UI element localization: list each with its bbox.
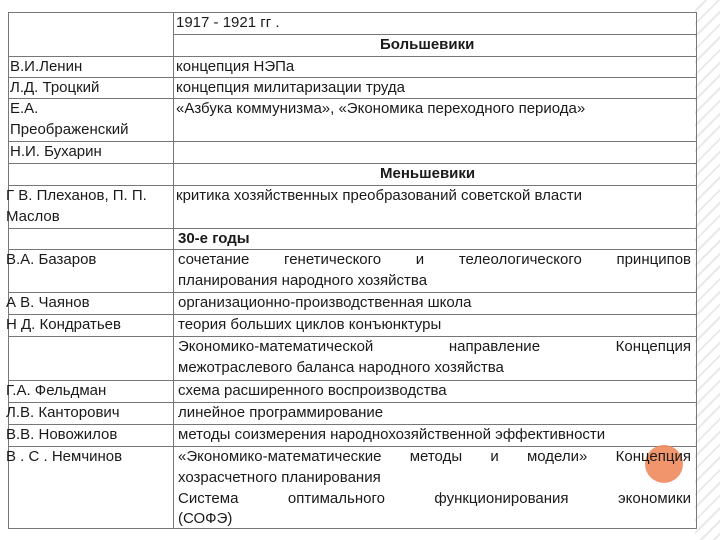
concept-novozhilov: методы соизмерения народнохозяйственной эффективности <box>178 426 606 443</box>
concept-kondratiev: теория больших циклов конъюнктуры <box>178 316 442 333</box>
name-nemchinov: В . С . Немчинов <box>6 448 123 465</box>
grid-line-h <box>8 314 697 315</box>
works-azbuka: «Азбука коммунизма», «Экономика переходного периода» <box>176 100 586 117</box>
name-preobrazhensky-2: Преображенский <box>10 121 129 138</box>
concept-bazarov-line1: сочетание генетического и телеологического принципов <box>178 251 691 268</box>
name-lenin: В.И.Ленин <box>10 58 83 75</box>
concept-bazarov-line2: планирования народного хозяйства <box>178 272 428 289</box>
name-kondratiev: Н Д. Кондратьев <box>6 316 121 333</box>
grid-line-h <box>8 292 697 293</box>
grid-line-h <box>8 402 697 403</box>
name-novozhilov: В.В. Новожилов <box>6 426 118 443</box>
bolsheviks-heading: Большевики <box>380 36 475 53</box>
name-plekhanov: Г В. Плеханов, П. П. <box>6 187 147 204</box>
name-maslov: Маслов <box>6 208 60 225</box>
grid-line-h <box>8 163 697 164</box>
thirties-heading: 30-е годы <box>178 230 250 247</box>
concept-feldman: схема расширенного воспроизводства <box>178 382 447 399</box>
concept-nep: концепция НЭПа <box>176 58 295 75</box>
concept-critique: критика хозяйственных преобразований советской власти <box>176 187 582 204</box>
grid-line-h <box>8 424 697 425</box>
grid-line-h <box>8 528 697 529</box>
grid-line-h <box>8 141 697 142</box>
grid-line-h <box>8 249 697 250</box>
grid-line-h <box>8 228 697 229</box>
grid-line-h <box>8 185 697 186</box>
grid-line-v-middle <box>173 12 174 528</box>
name-trotsky: Л.Д. Троцкий <box>10 79 100 96</box>
concept-nemchinov-line2: хозрасчетного планирования <box>178 469 381 486</box>
concept-sofe-line2: (СОФЭ) <box>178 510 233 527</box>
grid-line-h <box>8 98 697 99</box>
grid-line-v-right <box>696 12 697 528</box>
name-preobrazhensky-1: Е.А. <box>10 100 39 117</box>
grid-line-h <box>8 77 697 78</box>
concept-kantorovich: линейное программирование <box>178 404 384 421</box>
grid-line-h <box>173 34 697 35</box>
name-chayanov: А В. Чаянов <box>6 294 90 311</box>
name-bazarov: В.А. Базаров <box>6 251 97 268</box>
name-kantorovich: Л.В. Канторович <box>6 404 120 421</box>
concept-nemchinov-line1: «Экономико-математические методы и модели» Концепция <box>178 448 691 465</box>
concept-militarization: концепция милитаризации труда <box>176 79 405 96</box>
period-heading: 1917 - 1921 гг . <box>176 14 280 31</box>
concept-econ-math-line1: Экономико-математической направление Концепция <box>178 338 691 355</box>
name-feldman: Г.А. Фельдман <box>6 382 107 399</box>
concept-econ-math-line2: межотраслевого баланса народного хозяйства <box>178 359 504 376</box>
side-decoration <box>695 0 720 540</box>
name-bukharin: Н.И. Бухарин <box>10 143 102 160</box>
grid-line-h <box>8 446 697 447</box>
grid-line-h <box>8 56 697 57</box>
grid-line-h <box>8 12 697 13</box>
concept-chayanov: организационно-производственная школа <box>178 294 472 311</box>
grid-line-h <box>8 380 697 381</box>
mensheviks-heading: Меньшевики <box>380 165 476 182</box>
grid-line-h <box>8 336 697 337</box>
concept-sofe-line1: Система оптимального функционирования экономики <box>178 490 691 507</box>
